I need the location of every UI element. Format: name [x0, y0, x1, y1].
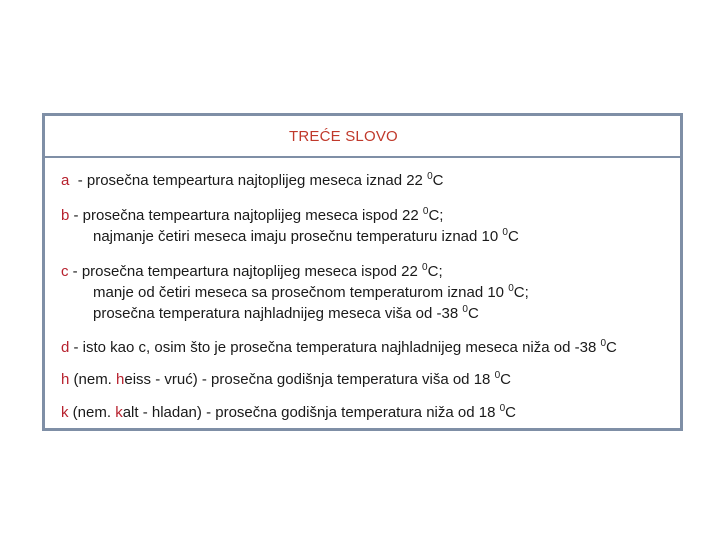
entry-text: (nem. heiss - vruć) - prosečna godišnja temperatura viša od 18 $^0$C — [69, 370, 511, 388]
entry-k — [61, 402, 516, 423]
entry-letter: d — [61, 339, 70, 356]
entry-d — [61, 337, 617, 358]
entry-text: - isto kao c, osim što je prosečna temperatura najhladnijeg meseca niža od -38 $^0$C — [69, 338, 617, 356]
entry-letter: c — [61, 263, 69, 280]
title-row — [45, 116, 680, 158]
content-box — [42, 113, 683, 431]
page-title: TREĆE SLOVO — [289, 128, 398, 145]
entry-text: - prosečna tempeartura najtoplijeg meseca ispod 22 $^0$C; — [68, 262, 443, 280]
entry-text-continued: manje od četiri meseca sa prosečnom temperaturom iznad 10 $^0$C; — [93, 283, 529, 301]
entry-c — [61, 261, 529, 324]
entry-h — [61, 369, 511, 390]
entry-letter: h — [61, 371, 70, 388]
entry-letter: b — [61, 207, 70, 224]
entry-text: (nem. kalt - hladan) - prosečna godišnja temperatura niža od 18 $^0$C — [68, 403, 516, 421]
entry-b — [61, 205, 519, 247]
entry-text-continued: prosečna temperatura najhladnijeg meseca viša od -38 $^0$C — [93, 304, 479, 322]
entry-a — [61, 170, 443, 191]
entry-text: - prosečna tempeartura najtoplijeg meseca iznad 22 $^0$C — [77, 171, 444, 189]
entry-letter: k — [61, 404, 69, 421]
entry-text: - prosečna tempeartura najtoplijeg meseca ispod 22 $^0$C; — [69, 206, 444, 224]
entry-text-continued: najmanje četiri meseca imaju prosečnu temperaturu iznad 10 $^0$C — [93, 227, 519, 245]
entry-letter: a — [61, 172, 70, 189]
